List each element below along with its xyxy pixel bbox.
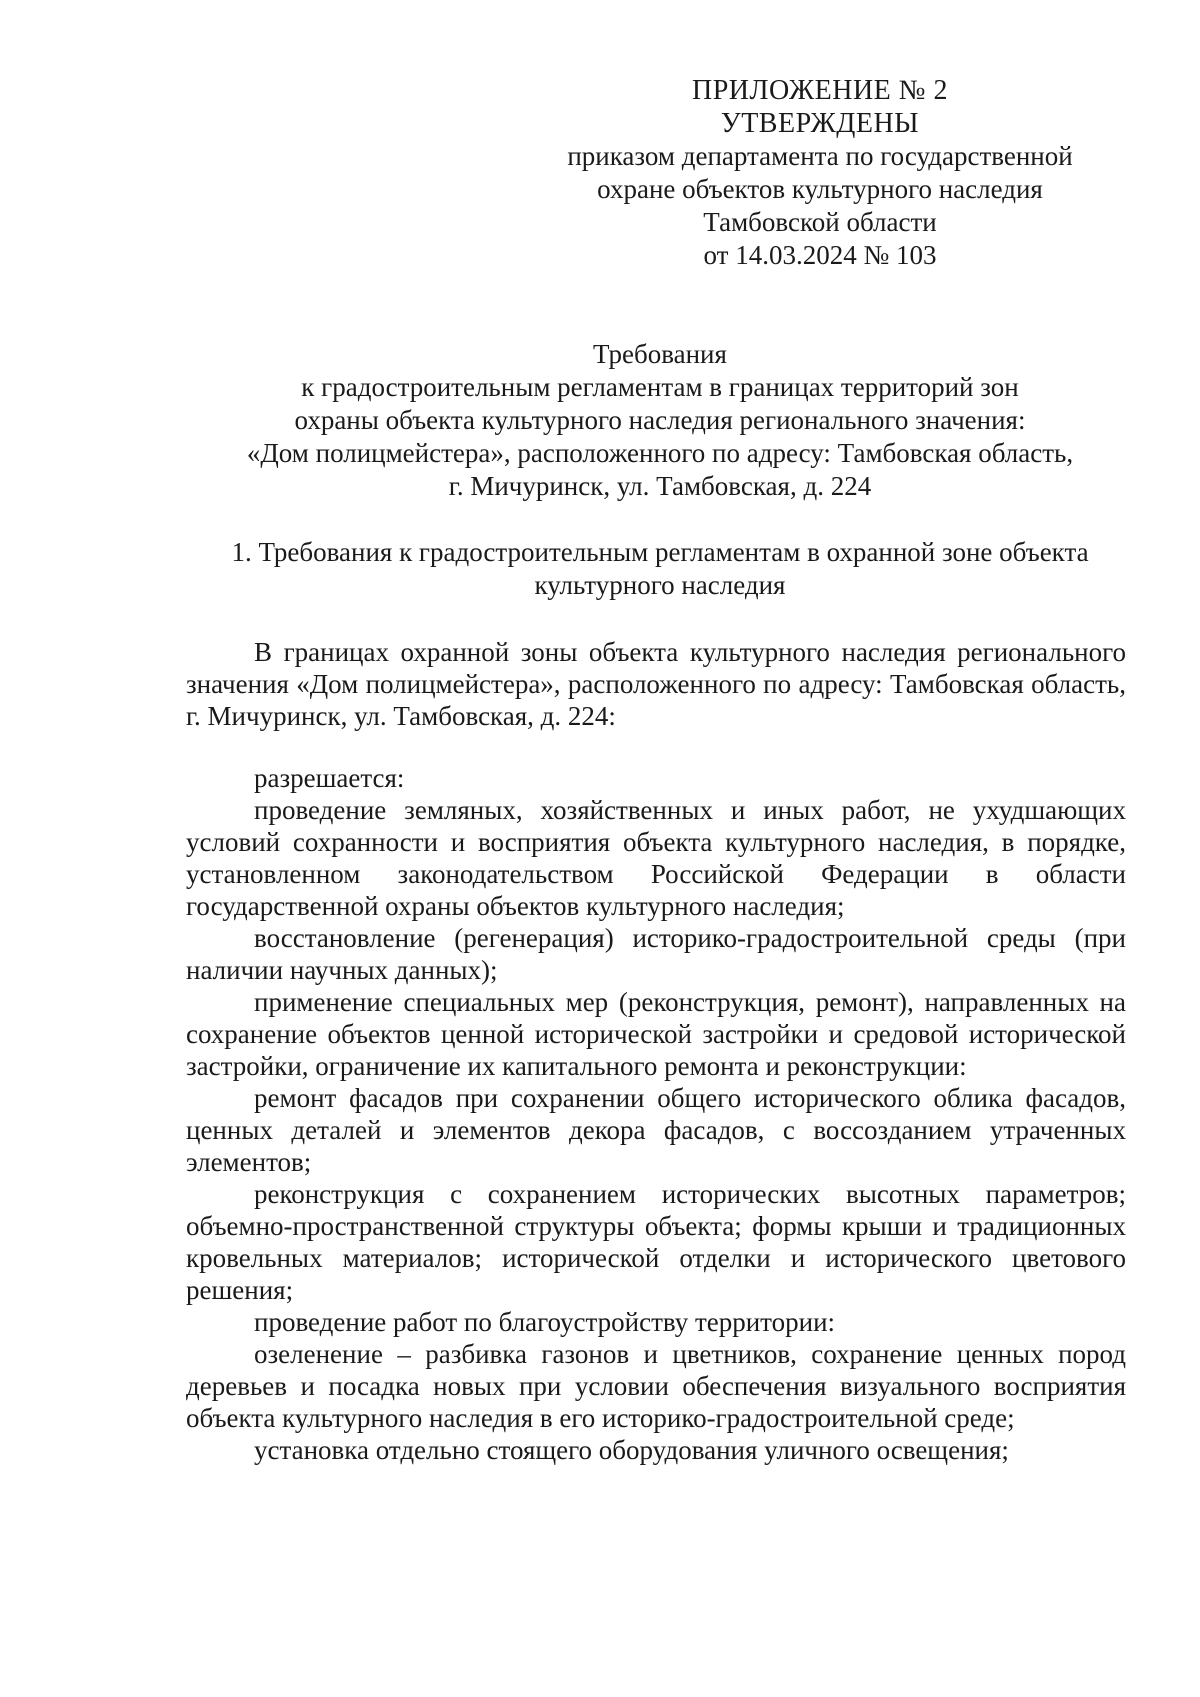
intro-paragraph: В границах охранной зоны объекта культурного наследия регионального значения «Дом полицмейстера», расположенного по адресу: Тамбовская область, г. Мичуринск, ул. Тамбовская, д. 224: [186, 637, 1126, 731]
approved-label: УТВЕРЖДЕНЫ [720, 108, 920, 139]
title-line: Требования [593, 339, 727, 369]
section-heading-line: культурного наследия [534, 570, 786, 600]
list-item: установка отдельно стоящего оборудования уличного освещения; [254, 1435, 1009, 1465]
section-1-heading [190, 536, 1130, 602]
section-heading-line: 1. Требования к градостроительным регламентам в охранной зоне объекта [231, 537, 1089, 567]
list-item: озеленение – разбивка газонов и цветников, сохранение ценных пород деревьев и посадка новых при условии обеспечения визуального восприятия объекта культурного наследия в его историко-градостроительной среде; [186, 1339, 1126, 1433]
allowed-label: разрешается: [254, 763, 405, 793]
approval-region-line: Тамбовской области [703, 207, 937, 237]
list-item: восстановление (регенерация) историко-градостроительной среды (при наличии научных данных); [186, 923, 1126, 985]
document-title [200, 338, 1120, 503]
list-item: ремонт фасадов при сохранении общего исторического облика фасадов, ценных деталей и элементов декора фасадов, с воссозданием утраченных элементов; [186, 1083, 1126, 1177]
approval-department-line: охране объектов культурного наследия [597, 174, 1043, 204]
title-line: г. Мичуринск, ул. Тамбовская, д. 224 [448, 471, 872, 501]
title-line: «Дом полицмейстера», расположенного по адресу: Тамбовская область, [246, 438, 1074, 468]
list-item: проведение земляных, хозяйственных и иных работ, не ухудшающих условий сохранности и восприятия объекта культурного наследия, в порядке, установленном законодательством Российской Федерации в области государственной охраны объектов культурного наследия; [186, 795, 1126, 921]
list-item: проведение работ по благоустройству территории: [254, 1307, 836, 1337]
approval-order-line: приказом департамента по государственной [567, 141, 1073, 171]
list-item: реконструкция с сохранением исторических высотных параметров; объемно-пространственной структуры объекта; формы крыши и традиционных кровельных материалов; исторической отделки и исторического цветового решения; [186, 1179, 1126, 1305]
appendix-number: ПРИЛОЖЕНИЕ № 2 [692, 75, 948, 106]
approval-block [540, 74, 1100, 272]
list-item: применение специальных мер (реконструкция, ремонт), направленных на сохранение объектов ценной исторической застройки и средовой исторической застройки, ограничение их капитального ремонта и реконструкции: [186, 987, 1126, 1081]
title-line: охраны объекта культурного наследия регионального значения: [294, 405, 1026, 435]
section-1-body [186, 636, 1126, 1466]
approval-date-number: от 14.03.2024 № 103 [703, 240, 937, 270]
title-line: к градостроительным регламентам в границах территорий зон [301, 372, 1019, 402]
